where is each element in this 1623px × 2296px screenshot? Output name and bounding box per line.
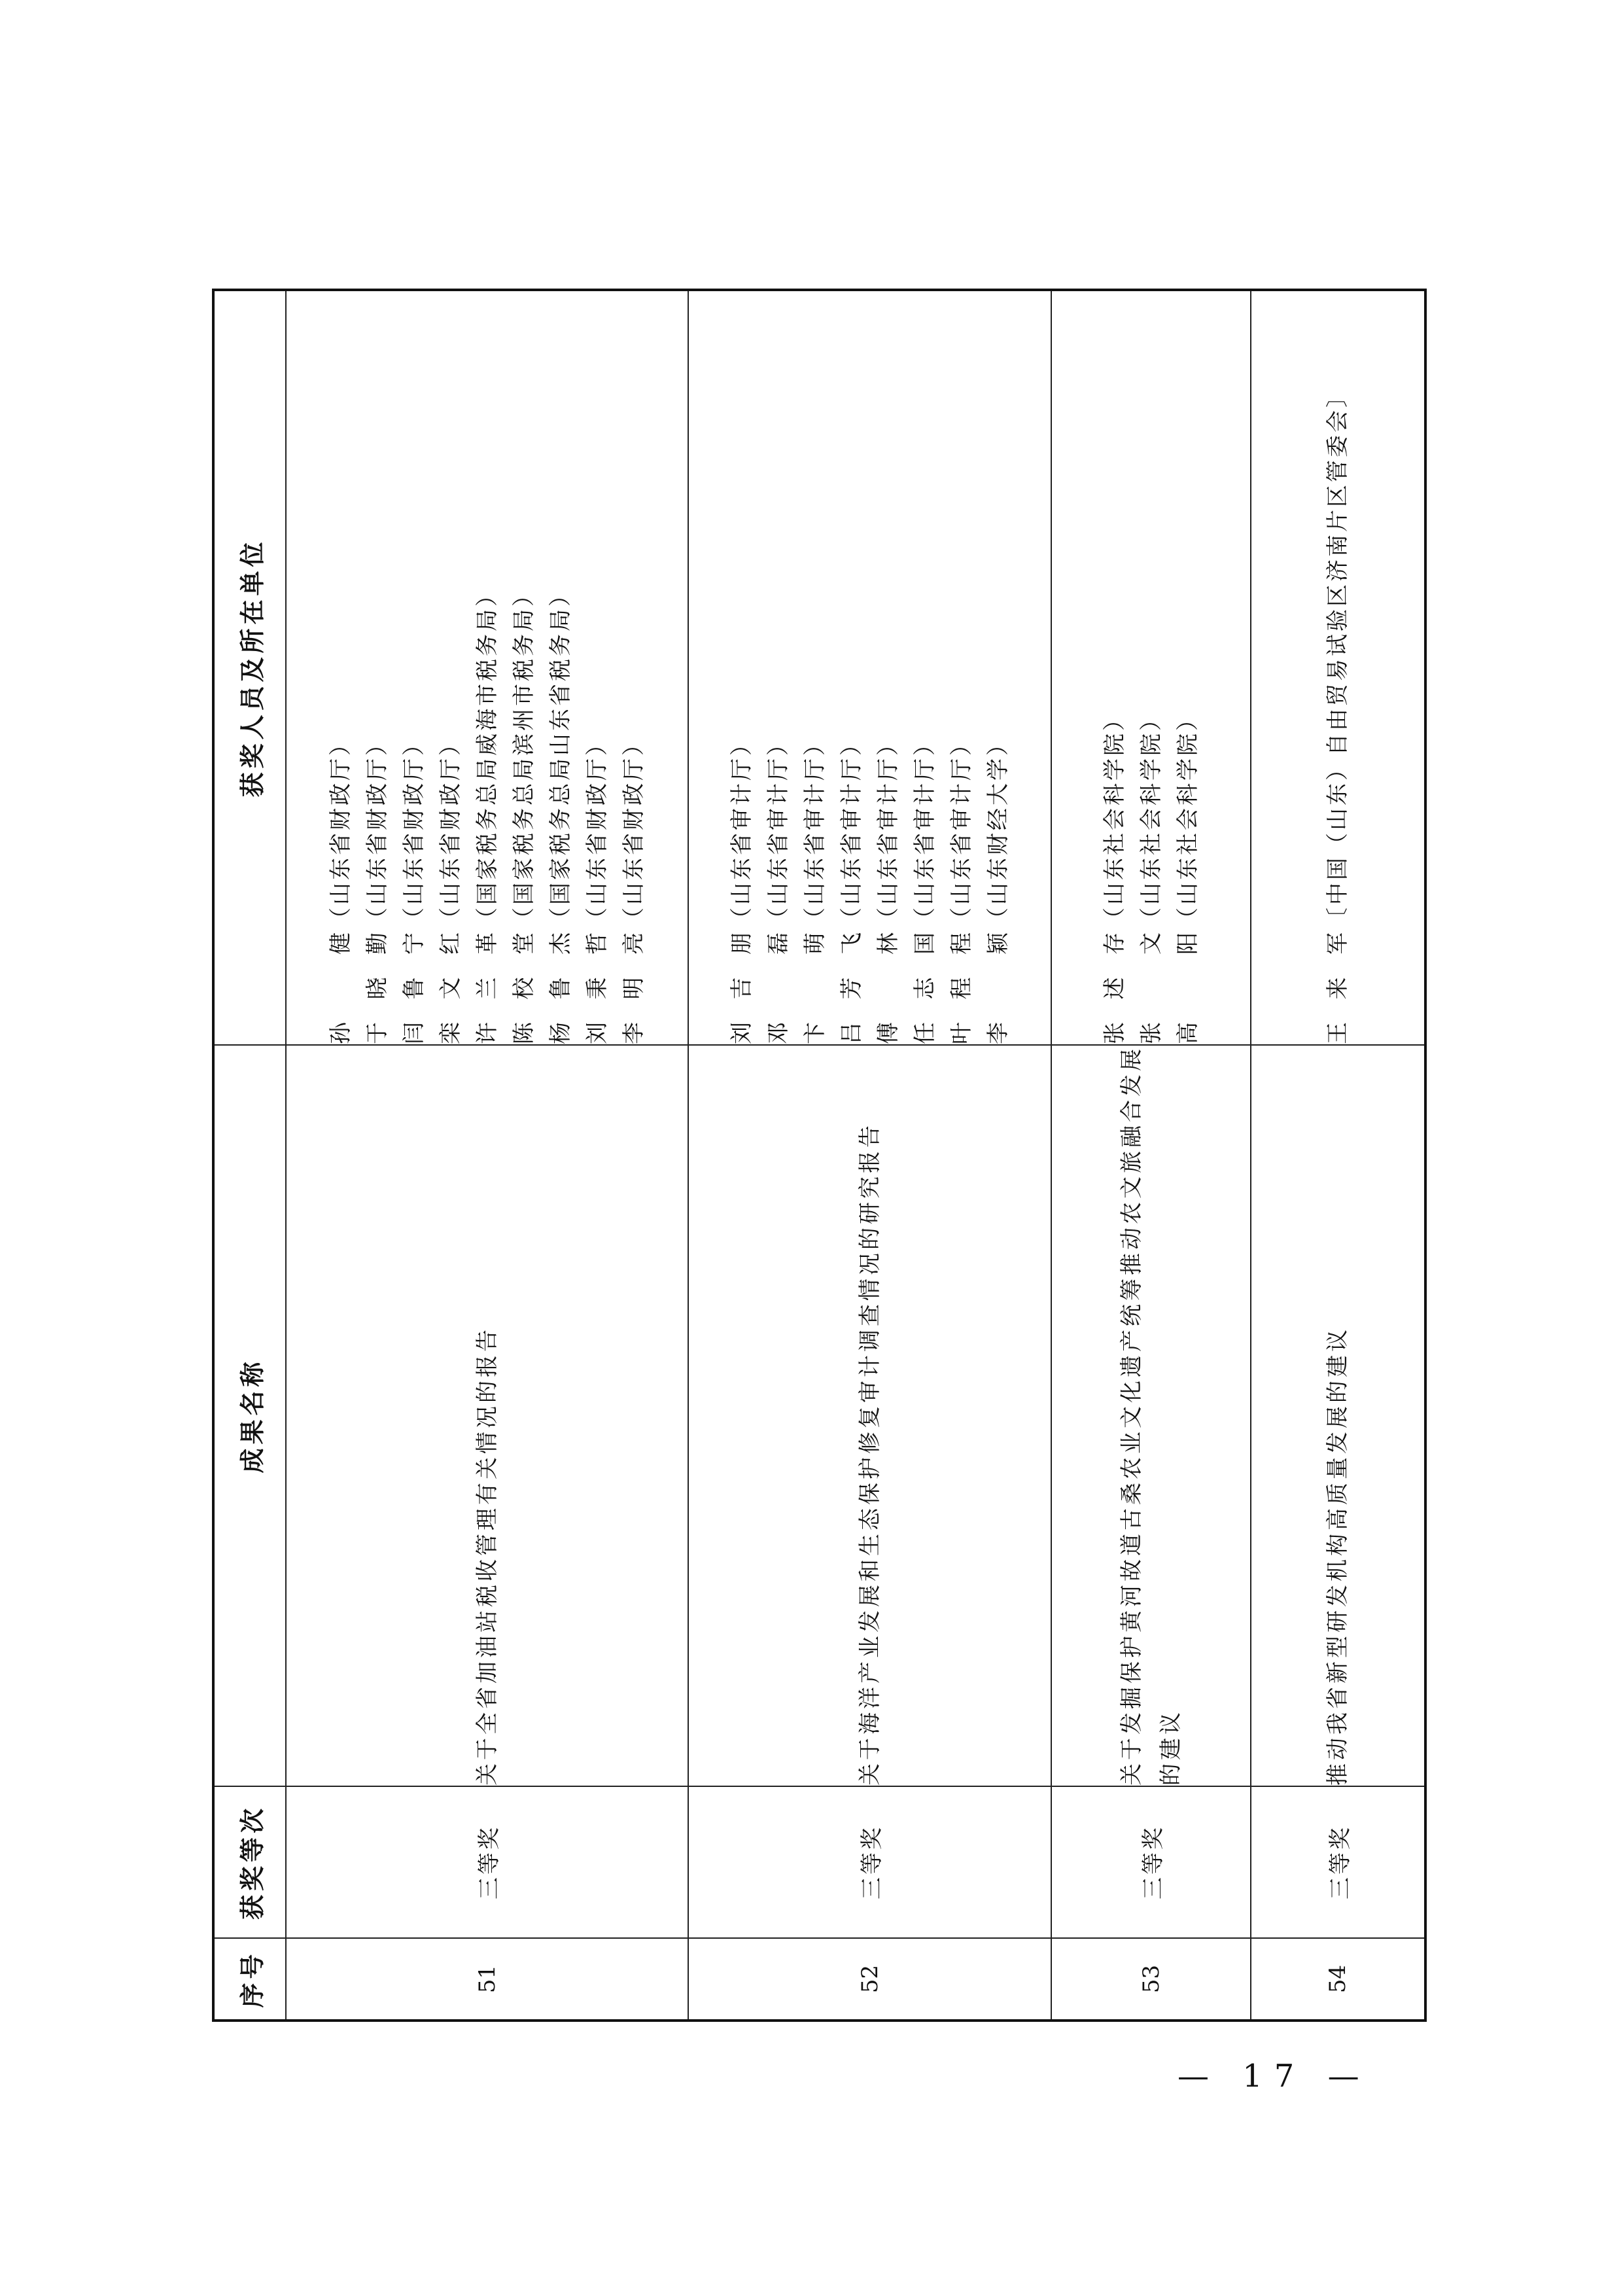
person-entry (833, 291, 870, 1044)
person-unit: （山东省审计厅） (801, 731, 828, 930)
person-name: 许兰革 (474, 930, 500, 1044)
table-row (688, 290, 1051, 2021)
person-unit: （国家税务总局威海市税务局） (474, 582, 500, 930)
rotated-table-wrapper (212, 291, 1422, 2022)
person-name: 卞 萌 (801, 930, 828, 1044)
person-unit: （山东省财政厅） (364, 731, 391, 930)
person-name: 吕芳飞 (838, 930, 865, 1044)
header-people: 获奖人员及所在单位 (213, 290, 286, 1045)
person-entry (797, 291, 833, 1044)
person-entry (1170, 291, 1206, 1044)
person-entry (1096, 291, 1133, 1044)
person-unit: （山东省审计厅） (765, 731, 792, 930)
table-header-row (213, 290, 286, 2021)
person-unit: （国家税务总局山东省税务局） (547, 582, 574, 930)
person-name: 张述存 (1101, 930, 1128, 1044)
header-title: 成果名称 (213, 1045, 286, 1786)
person-name: 李 颖 (985, 930, 1011, 1044)
person-name: 李明亮 (620, 930, 647, 1044)
person-unit: 〔中国（山东）自由贸易试验区济南片区管委会〕 (1325, 383, 1351, 930)
person-unit: （国家税务总局滨州市税务局） (510, 582, 537, 930)
person-name: 于晓勤 (364, 930, 391, 1044)
page-number: — 17 — (1178, 2058, 1371, 2094)
table-row (1051, 290, 1251, 2021)
row-rank: 三等奖 (1251, 1786, 1425, 1938)
person-entry (579, 291, 616, 1044)
person-name: 邓 磊 (765, 930, 792, 1044)
row-people (1051, 290, 1251, 1045)
person-name: 陈校堂 (510, 930, 537, 1044)
person-name: 王来军 (1325, 930, 1351, 1044)
person-name: 傅 林 (875, 930, 901, 1044)
person-entry (432, 291, 469, 1044)
row-rank: 三等奖 (286, 1786, 688, 1938)
person-entry (1133, 291, 1170, 1044)
person-name: 张 文 (1138, 930, 1164, 1044)
person-name: 刘秉哲 (584, 930, 610, 1044)
person-name: 叶程程 (948, 930, 975, 1044)
person-entry (724, 291, 760, 1044)
person-unit: （山东省审计厅） (948, 731, 975, 930)
person-unit: （山东省财政厅） (620, 731, 647, 930)
person-name: 任志国 (911, 930, 938, 1044)
person-name: 栾文红 (437, 930, 464, 1044)
row-people (688, 290, 1051, 1045)
person-entry (506, 291, 542, 1044)
table-row (286, 290, 688, 2021)
person-entry (396, 291, 432, 1044)
person-unit: （山东省审计厅） (838, 731, 865, 930)
person-unit: （山东社会科学院） (1174, 706, 1201, 930)
row-title: 关于全省加油站税收管理有关情况的报告 (286, 1045, 688, 1786)
row-rank: 三等奖 (688, 1786, 1051, 1938)
person-entry (907, 291, 943, 1044)
person-unit: （山东社会科学院） (1138, 706, 1164, 930)
person-name: 高 阳 (1174, 930, 1201, 1044)
row-rank: 三等奖 (1051, 1786, 1251, 1938)
person-entry (870, 291, 907, 1044)
person-unit: （山东社会科学院） (1101, 706, 1128, 930)
person-unit: （山东省财政厅） (437, 731, 464, 930)
person-unit: （山东省审计厅） (728, 731, 755, 930)
row-title: 关于海洋产业发展和生态保护修复审计调查情况的研究报告 (688, 1045, 1051, 1786)
row-number: 51 (286, 1938, 688, 2021)
row-people (1251, 290, 1425, 1045)
person-unit: （山东省财政厅） (584, 731, 610, 930)
awards-table (212, 289, 1427, 2022)
header-number: 序号 (213, 1938, 286, 2021)
person-unit: （山东省财政厅） (400, 731, 427, 930)
row-title: 推动我省新型研发机构高质量发展的建议 (1251, 1045, 1425, 1786)
person-entry (359, 291, 396, 1044)
person-entry (542, 291, 579, 1044)
row-number: 54 (1251, 1938, 1425, 2021)
person-unit: （山东财经大学） (985, 731, 1011, 930)
person-entry (980, 291, 1017, 1044)
person-unit: （山东省财政厅） (327, 731, 354, 930)
row-title: 关于发掘保护黄河故道古桑农业文化遗产统筹推动农文旅融合发展的建议 (1051, 1045, 1251, 1786)
row-number: 53 (1051, 1938, 1251, 2021)
person-entry (943, 291, 980, 1044)
person-entry (760, 291, 797, 1044)
person-name: 杨鲁杰 (547, 930, 574, 1044)
person-entry (469, 291, 506, 1044)
person-name: 闫鲁宁 (400, 930, 427, 1044)
person-entry (323, 291, 359, 1044)
person-unit: （山东省审计厅） (911, 731, 938, 930)
person-entry (616, 291, 652, 1044)
person-unit: （山东省审计厅） (875, 731, 901, 930)
row-number: 52 (688, 1938, 1051, 2021)
person-name: 刘吉朋 (728, 930, 755, 1044)
person-entry (1319, 291, 1356, 1044)
header-rank: 获奖等次 (213, 1786, 286, 1938)
row-people (286, 290, 688, 1045)
table-row (1251, 290, 1425, 2021)
person-name: 孙 健 (327, 930, 354, 1044)
